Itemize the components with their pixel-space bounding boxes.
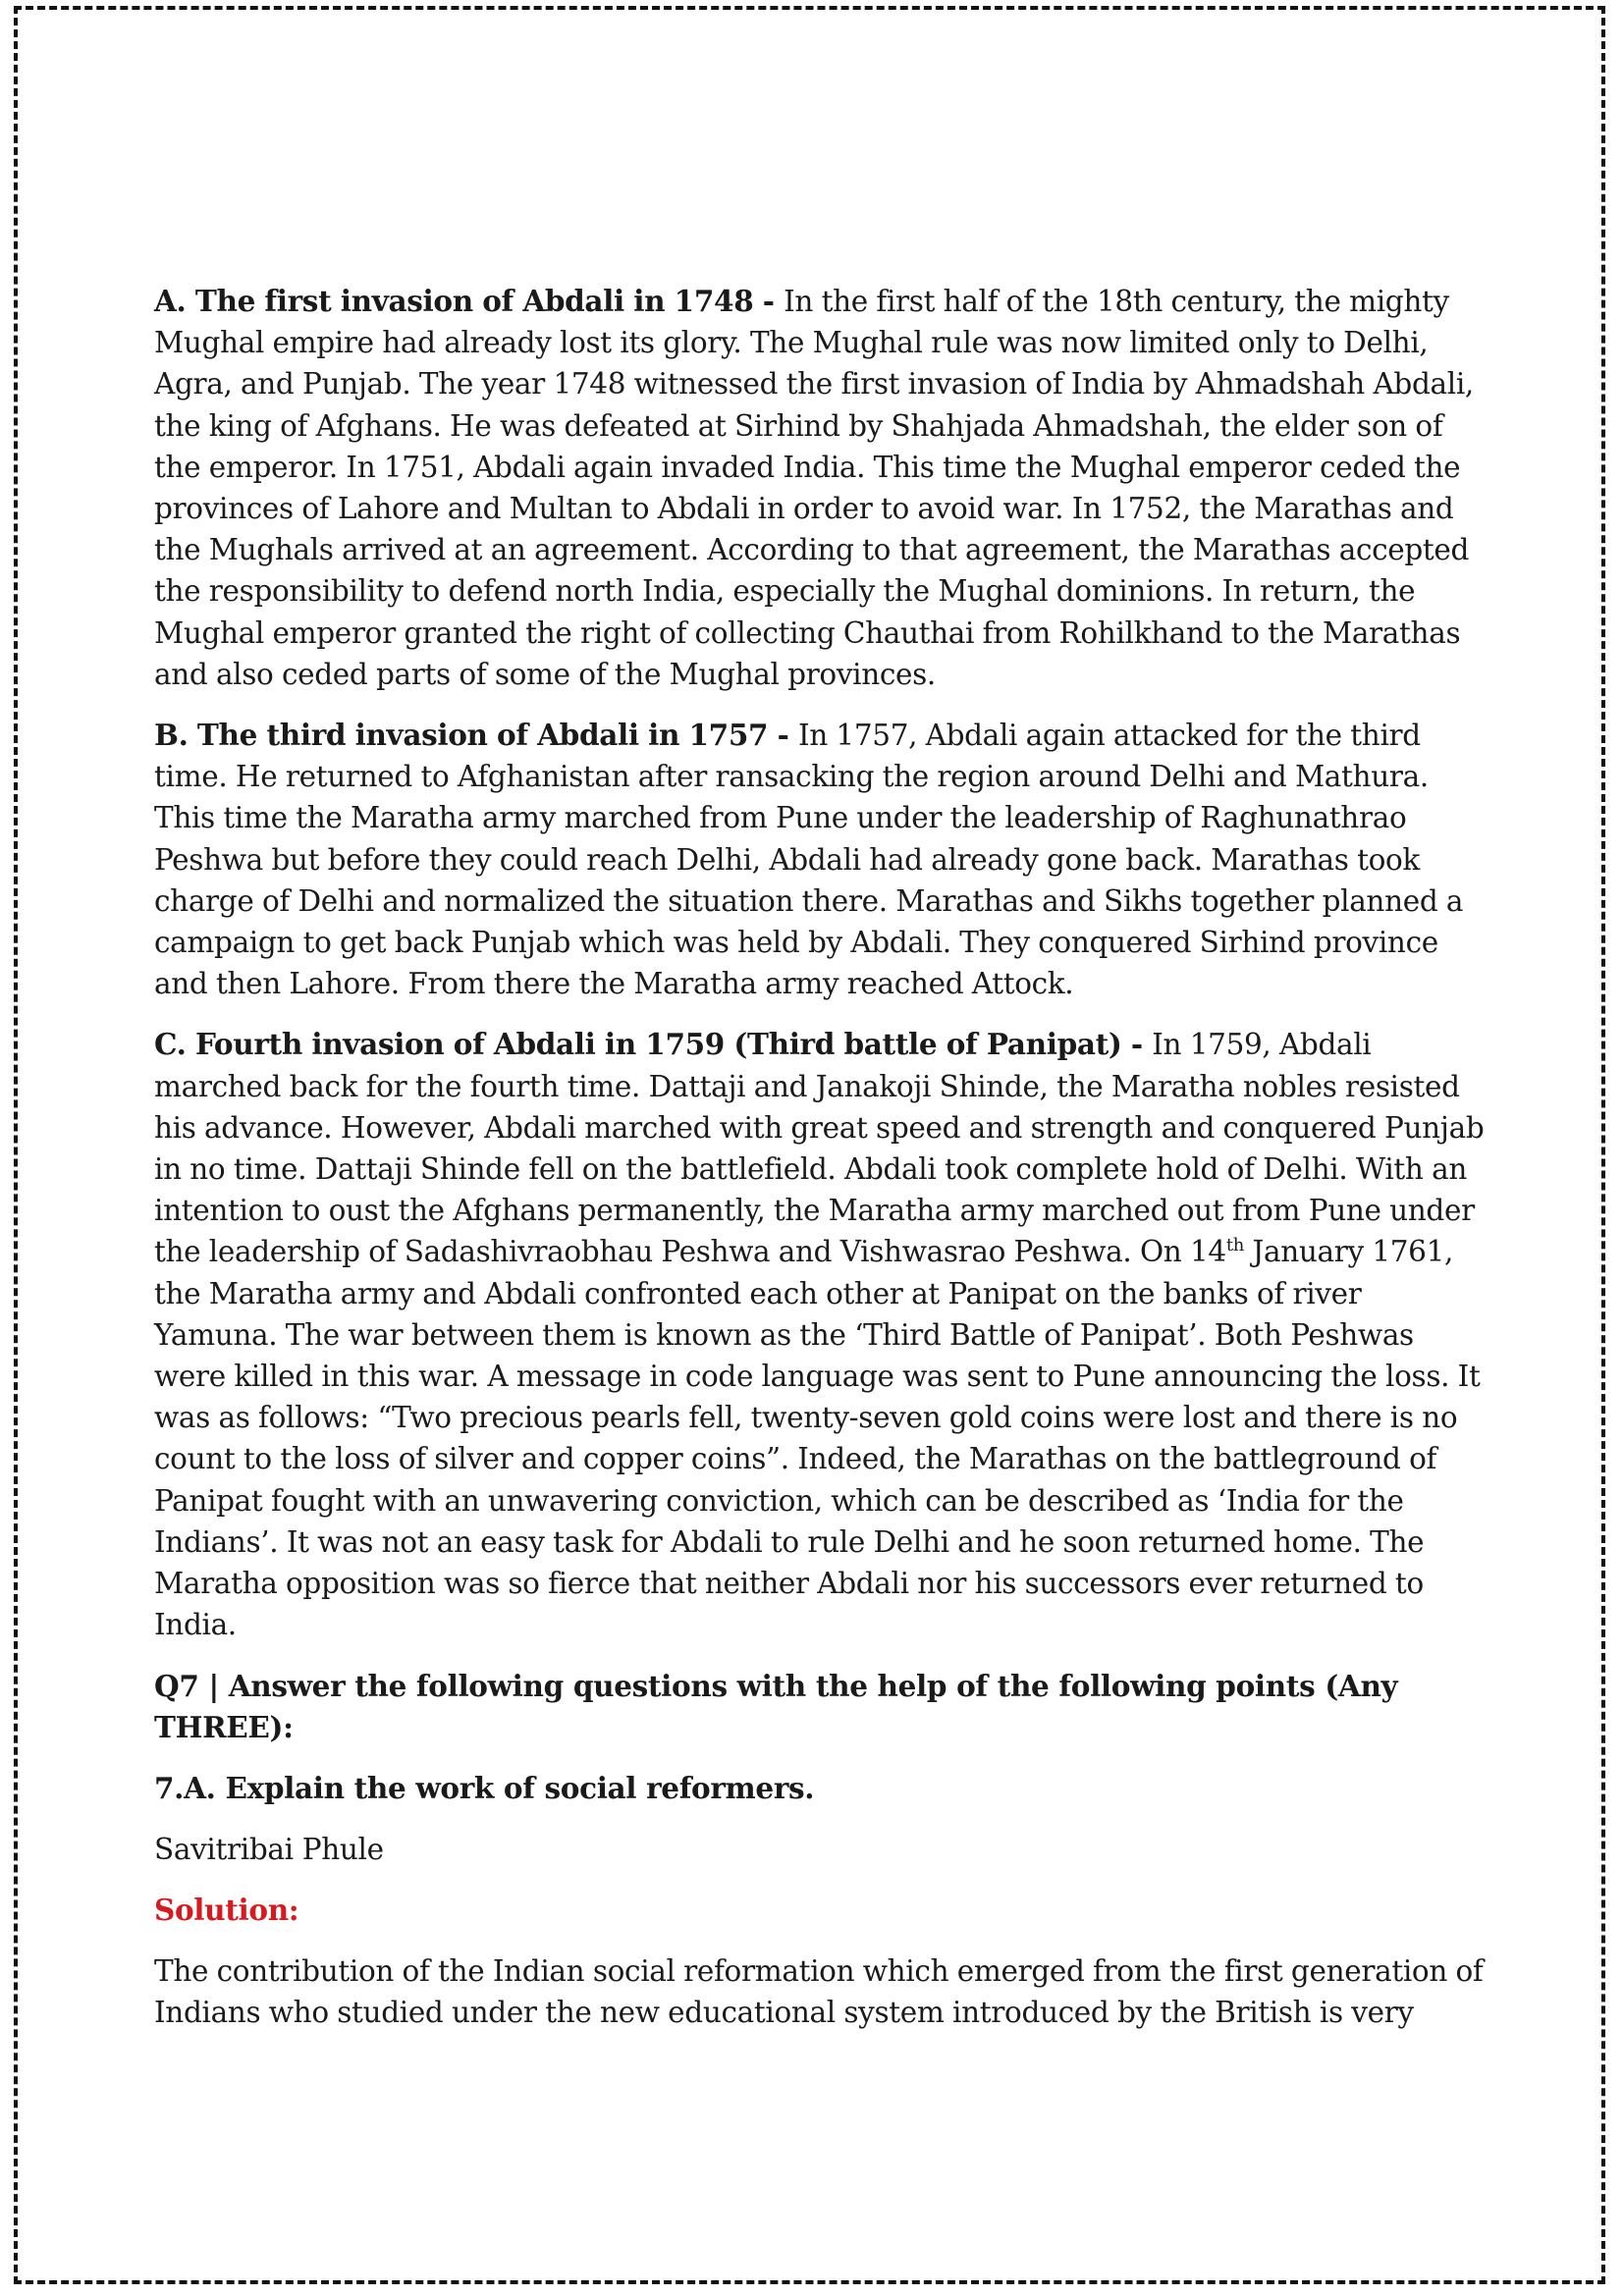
question-point: Savitribai Phule bbox=[154, 1832, 384, 1866]
section-b-title: B. The third invasion of Abdali in 1757 bbox=[154, 718, 769, 753]
document-body bbox=[154, 281, 1491, 2053]
section-c-title: C. Fourth invasion of Abdali in 1759 (Third battle of Panipat) bbox=[154, 1027, 1122, 1062]
section-b-paragraph bbox=[154, 715, 1491, 1004]
section-c-separator: - bbox=[1121, 1027, 1153, 1062]
question-sub-heading: 7.A. Explain the work of social reformers. bbox=[154, 1770, 815, 1805]
section-a-paragraph bbox=[154, 281, 1491, 695]
section-a-title: A. The first invasion of Abdali in 1748 bbox=[154, 284, 754, 318]
solution-label: Solution: bbox=[154, 1892, 299, 1927]
section-b-text: In 1757, Abdali again attacked for the third time. He returned to Afghanistan after ransacking the region around Delhi and Mathura. This time the Maratha army marched from Pune under the leadership of Raghunathrao Peshwa but before they could reach Delhi, Abdali had already gone back. Marathas took charge of Delhi and normalized the situation there. Marathas and Sikhs together planned a campaign to get back Punjab which was held by Abdali. They conquered Sirhind province and then Lahore. From there the Maratha army reached Attock. bbox=[154, 719, 1464, 1001]
section-c-paragraph bbox=[154, 1024, 1491, 1645]
section-c-text-part2: January 1761, the Maratha army and Abdali confronted each other at Panipat on the banks of river Yamuna. The war between them is known as the ‘Third Battle of Panipat’. Both Peshwas were killed in this war. A message in code language was sent to Pune announcing the loss. It was as follows: “Two precious pearls fell, twenty-seven gold coins were lost and there is no count to the loss of silver and copper coins”. Indeed, the Marathas on the battleground of Panipat fought with an unwavering conviction, which can be described as ‘India for the Indians’. It was not an easy task for Abdali to rule Delhi and he soon returned home. The Maratha opposition was so fierce that neither Abdali nor his successors ever returned to India. bbox=[154, 1235, 1481, 1642]
section-c-text-part1: In 1759, Abdali marched back for the fourth time. Dattaji and Janakoji Shinde, the Maratha nobles resisted his advance. However, Abdali marched with great speed and strength and conquered Punjab in no time. Dattaji Shinde fell on the battlefield. Abdali took complete hold of Delhi. With an intention to oust the Afghans permanently, the Maratha army marched out from Pune under the leadership of Sadashivraobhau Peshwa and Vishwasrao Peshwa. On 14 bbox=[154, 1028, 1485, 1269]
section-a-separator: - bbox=[753, 284, 784, 318]
section-c-ordinal-suffix: th bbox=[1225, 1235, 1244, 1256]
question-heading: Q7 | Answer the following questions with the help of the following points (Any THREE): bbox=[154, 1668, 1398, 1744]
section-a-text: In the first half of the 18th century, the mighty Mughal empire had already lost its glory. The Mughal rule was now limited only to Delhi, Agra, and Punjab. The year 1748 witnessed the first invasion of India by Ahmadshah Abdali, the king of Afghans. He was defeated at Sirhind by Shahjada Ahmadshah, the elder son of the emperor. In 1751, Abdali again invaded India. This time the Mughal emperor ceded the provinces of Lahore and Multan to Abdali in order to avoid war. In 1752, the Marathas and the Mughals arrived at an agreement. According to that agreement, the Marathas accepted the responsibility to defend north India, especially the Mughal dominions. In return, the Mughal emperor granted the right of collecting Chauthai from Rohilkhand to the Marathas and also ceded parts of some of the Mughal provinces. bbox=[154, 285, 1474, 691]
solution-text: The contribution of the Indian social reformation which emerged from the first generation of Indians who studied under the new educational system introduced by the British is very bbox=[154, 1953, 1484, 2029]
section-b-separator: - bbox=[768, 718, 798, 753]
